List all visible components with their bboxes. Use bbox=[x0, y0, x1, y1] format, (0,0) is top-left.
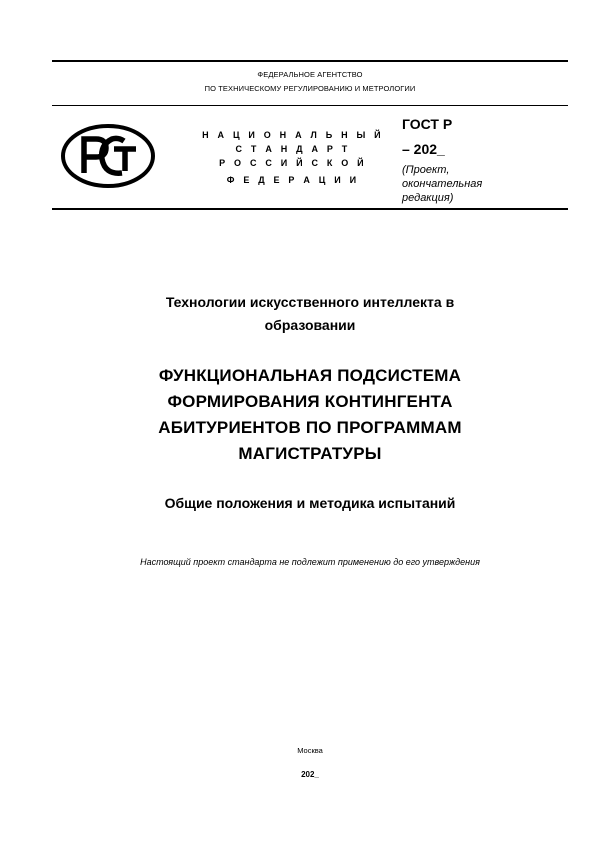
year: 202_ bbox=[301, 770, 319, 779]
city: Москва bbox=[297, 746, 323, 755]
gost-label: ГОСТ Р bbox=[402, 116, 453, 132]
main-title-line4: МАГИСТРАТУРЫ bbox=[238, 444, 382, 463]
gost-number: – 202_ bbox=[402, 141, 445, 157]
subtitle-line1: Технологии искусственного интеллекта в bbox=[165, 294, 455, 310]
header-divider-bottom bbox=[52, 208, 568, 210]
main-title-line1: ФУНКЦИОНАЛЬНАЯ ПОДСИСТЕМА bbox=[158, 366, 462, 385]
main-title-line3: АБИТУРИЕНТОВ ПО ПРОГРАММАМ bbox=[158, 418, 462, 437]
status-line2: окончательная bbox=[402, 178, 483, 190]
national-standard-line1: Н А Ц И О Н А Л Ь Н Ы Й bbox=[202, 130, 384, 140]
seal-text: РСТ bbox=[60, 123, 62, 124]
national-standard-line2: С Т А Н Д А Р Т bbox=[235, 144, 351, 154]
header-divider-top bbox=[52, 105, 568, 106]
national-standard-line4: Ф Е Д Е Р А Ц И И bbox=[226, 175, 360, 185]
national-standard-line3: Р О С С И Й С К О Й bbox=[219, 158, 367, 168]
rst-seal-icon bbox=[60, 123, 156, 189]
agency-name-line2: ПО ТЕХНИЧЕСКОМУ РЕГУЛИРОВАНИЮ И МЕТРОЛОГИИ bbox=[204, 84, 416, 93]
draft-notice: Настоящий проект стандарта не подлежит применению до его утверждения bbox=[140, 557, 480, 567]
agency-name-line1: ФЕДЕРАЛЬНОЕ АГЕНТСТВО bbox=[257, 70, 363, 79]
status-line3: редакция) bbox=[402, 192, 454, 204]
top-rule bbox=[52, 60, 568, 62]
status-line1: (Проект, bbox=[402, 164, 450, 176]
main-title-line2: ФОРМИРОВАНИЯ КОНТИНГЕНТА bbox=[167, 392, 453, 411]
subtitle-line2: образовании bbox=[264, 317, 356, 333]
general-provisions-title: Общие положения и методика испытаний bbox=[164, 495, 456, 511]
